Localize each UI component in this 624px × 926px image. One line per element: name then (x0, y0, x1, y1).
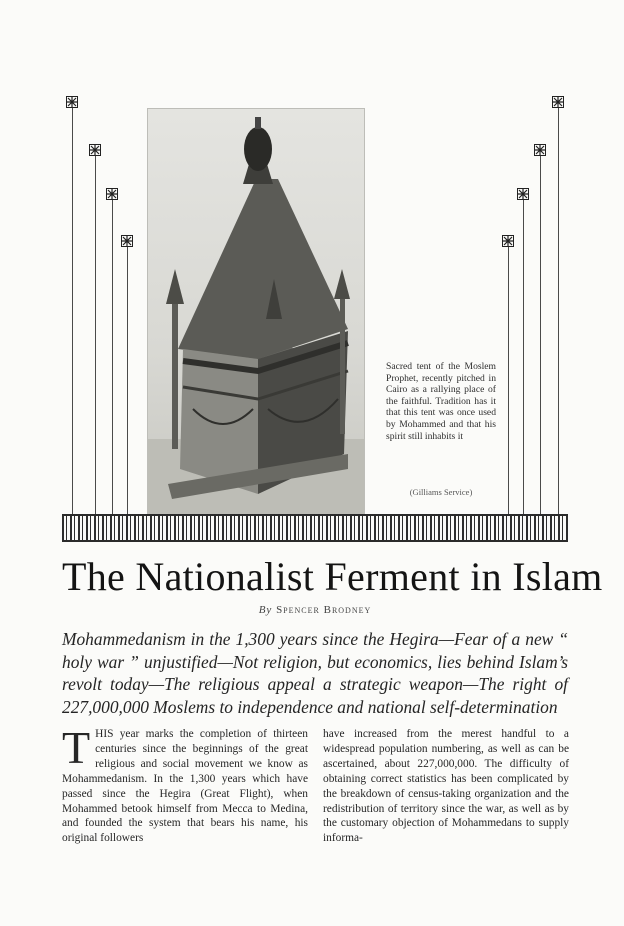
article-dek: Mohammedanism in the 1,300 years since the Hegira—Fear of a new “ holy war ” unjustified—Not religion, but economics, lies behind Islam’s revolt today—The religious appeal a strategic weapon—The right of 227,000,000 Moslems to independence and national self-determination (62, 629, 568, 717)
lattice-emblem-icon (502, 235, 514, 247)
photo-credit: (Gilliams Service) (409, 487, 473, 497)
body-text-left: HIS year marks the completion of thirteen centuries since the beginnings of the great religious and social movement we know as Mohammedanism. In the 1,300 years which have passed since the Hegira (Great Flight), when Mohammed betook himself from Mecca to Medina, and founded the system that bears his name, his original followers (62, 728, 308, 845)
drop-cap: T (62, 722, 91, 773)
decorative-frieze (62, 514, 568, 542)
body-column-left (62, 722, 308, 846)
border-line (508, 247, 509, 514)
lattice-emblem-icon (552, 96, 564, 108)
border-line (127, 247, 128, 514)
lattice-emblem-icon (66, 96, 78, 108)
lattice-emblem-icon (534, 144, 546, 156)
border-line (72, 108, 73, 514)
byline-prefix: By (258, 604, 273, 616)
border-line (95, 156, 96, 514)
body-column-right: have increased from the merest handful to a widespread population numbering, as well as can be ascertained, about 227,000,000. The difficulty of obtaining correct statistics has been complicated by the breakdown of census-taking organization and the redistribution of territory since the war, as well as by the customary objection of Mohammedans to supply informa- (323, 728, 569, 845)
article-title: The Nationalist Ferment in Islam (62, 554, 603, 599)
border-line (558, 108, 559, 514)
border-line (112, 200, 113, 514)
author-name: Spencer Brodney (276, 604, 372, 616)
lattice-emblem-icon (106, 188, 118, 200)
photo-caption: Sacred tent of the Moslem Prophet, recently pitched in Cairo as a rallying place of the faithful. Tradition has it that this tent was once used by Mohammed and that his spirit still inhabits it (386, 361, 496, 442)
lattice-emblem-icon (89, 144, 101, 156)
lattice-emblem-icon (121, 235, 133, 247)
border-line (540, 156, 541, 514)
border-line (523, 200, 524, 514)
sacred-tent-illustration (148, 109, 364, 514)
byline (62, 604, 568, 616)
lattice-emblem-icon (517, 188, 529, 200)
tent-photo (147, 108, 365, 515)
